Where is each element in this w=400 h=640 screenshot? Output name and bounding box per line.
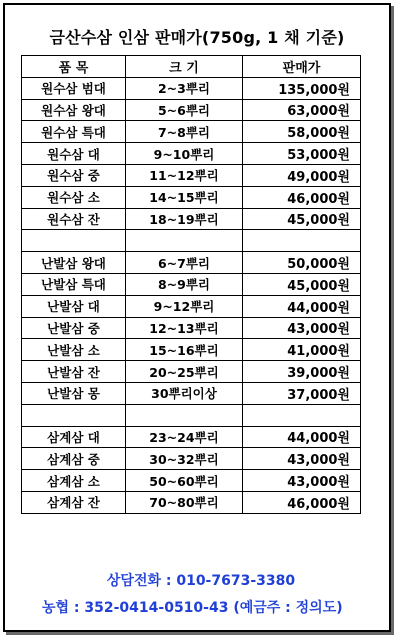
blank-cell <box>126 404 243 426</box>
table-row <box>22 208 361 230</box>
header-size: 크 기 <box>126 56 243 78</box>
product-name-cell: 난발삼 몽 <box>22 382 126 404</box>
page-title: 금산수삼 인삼 판매가(750g, 1 채 기준) <box>49 28 345 47</box>
table-row <box>22 448 361 470</box>
size-cell: 50~60뿌리 <box>126 470 243 492</box>
product-name-cell: 삼계삼 중 <box>22 448 126 470</box>
product-name-cell: 원수삼 특대 <box>22 121 126 143</box>
table-row <box>22 295 361 317</box>
table-row <box>22 317 361 339</box>
price-cell: 37,000원 <box>243 382 361 404</box>
price-cell: 41,000원 <box>243 339 361 361</box>
price-cell: 46,000원 <box>243 491 361 513</box>
blank-cell <box>126 230 243 252</box>
product-name-cell: 삼계삼 소 <box>22 470 126 492</box>
price-cell: 44,000원 <box>243 426 361 448</box>
table-row <box>22 361 361 383</box>
size-cell: 30뿌리이상 <box>126 382 243 404</box>
phone-contact: 상담전화 : 010-7673-3380 <box>106 573 296 589</box>
price-cell: 53,000원 <box>243 143 361 165</box>
price-cell: 43,000원 <box>243 448 361 470</box>
price-cell: 44,000원 <box>243 295 361 317</box>
header-item: 품 목 <box>22 56 126 78</box>
size-cell: 20~25뿌리 <box>126 361 243 383</box>
table-row <box>22 143 361 165</box>
size-cell: 7~8뿌리 <box>126 121 243 143</box>
product-name-cell: 난발삼 잔 <box>22 361 126 383</box>
blank-separator-row <box>22 404 361 426</box>
table-row <box>22 382 361 404</box>
product-name-cell: 원수삼 소 <box>22 186 126 208</box>
blank-separator-row <box>22 230 361 252</box>
blank-cell <box>243 230 361 252</box>
size-cell: 8~9뿌리 <box>126 273 243 295</box>
size-cell: 12~13뿌리 <box>126 317 243 339</box>
bank-account: 농협 : 352-0414-0510-43 (예금주 : 정의도) <box>42 600 343 616</box>
table-row <box>22 339 361 361</box>
size-cell: 11~12뿌리 <box>126 164 243 186</box>
table-row <box>22 99 361 121</box>
table-row <box>22 273 361 295</box>
table-row <box>22 491 361 513</box>
size-cell: 70~80뿌리 <box>126 491 243 513</box>
table-row <box>22 252 361 274</box>
price-cell: 45,000원 <box>243 273 361 295</box>
product-name-cell: 난발삼 중 <box>22 317 126 339</box>
size-cell: 9~10뿌리 <box>126 143 243 165</box>
price-cell: 58,000원 <box>243 121 361 143</box>
price-table <box>21 55 361 514</box>
product-name-cell: 삼계삼 대 <box>22 426 126 448</box>
product-name-cell: 난발삼 특대 <box>22 273 126 295</box>
product-name-cell: 삼계삼 잔 <box>22 491 126 513</box>
size-cell: 6~7뿌리 <box>126 252 243 274</box>
size-cell: 18~19뿌리 <box>126 208 243 230</box>
product-name-cell: 원수삼 중 <box>22 164 126 186</box>
size-cell: 23~24뿌리 <box>126 426 243 448</box>
table-row <box>22 77 361 99</box>
size-cell: 2~3뿌리 <box>126 77 243 99</box>
table-row <box>22 164 361 186</box>
table-row <box>22 121 361 143</box>
table-row <box>22 186 361 208</box>
blank-cell <box>22 404 126 426</box>
table-row <box>22 470 361 492</box>
product-name-cell: 난발삼 대 <box>22 295 126 317</box>
size-cell: 9~12뿌리 <box>126 295 243 317</box>
blank-cell <box>22 230 126 252</box>
price-cell: 50,000원 <box>243 252 361 274</box>
size-cell: 5~6뿌리 <box>126 99 243 121</box>
blank-cell <box>243 404 361 426</box>
header-price: 판매가 <box>243 56 361 78</box>
price-cell: 135,000원 <box>243 77 361 99</box>
price-cell: 43,000원 <box>243 470 361 492</box>
price-cell: 46,000원 <box>243 186 361 208</box>
product-name-cell: 난발삼 왕대 <box>22 252 126 274</box>
price-cell: 45,000원 <box>243 208 361 230</box>
product-name-cell: 원수삼 범대 <box>22 77 126 99</box>
product-name-cell: 원수삼 대 <box>22 143 126 165</box>
table-header-row <box>22 56 361 78</box>
product-name-cell: 원수삼 잔 <box>22 208 126 230</box>
size-cell: 30~32뿌리 <box>126 448 243 470</box>
product-name-cell: 원수삼 왕대 <box>22 99 126 121</box>
price-cell: 39,000원 <box>243 361 361 383</box>
size-cell: 14~15뿌리 <box>126 186 243 208</box>
table-row <box>22 426 361 448</box>
price-cell: 63,000원 <box>243 99 361 121</box>
price-cell: 49,000원 <box>243 164 361 186</box>
product-name-cell: 난발삼 소 <box>22 339 126 361</box>
price-cell: 43,000원 <box>243 317 361 339</box>
table-body <box>22 77 361 513</box>
size-cell: 15~16뿌리 <box>126 339 243 361</box>
